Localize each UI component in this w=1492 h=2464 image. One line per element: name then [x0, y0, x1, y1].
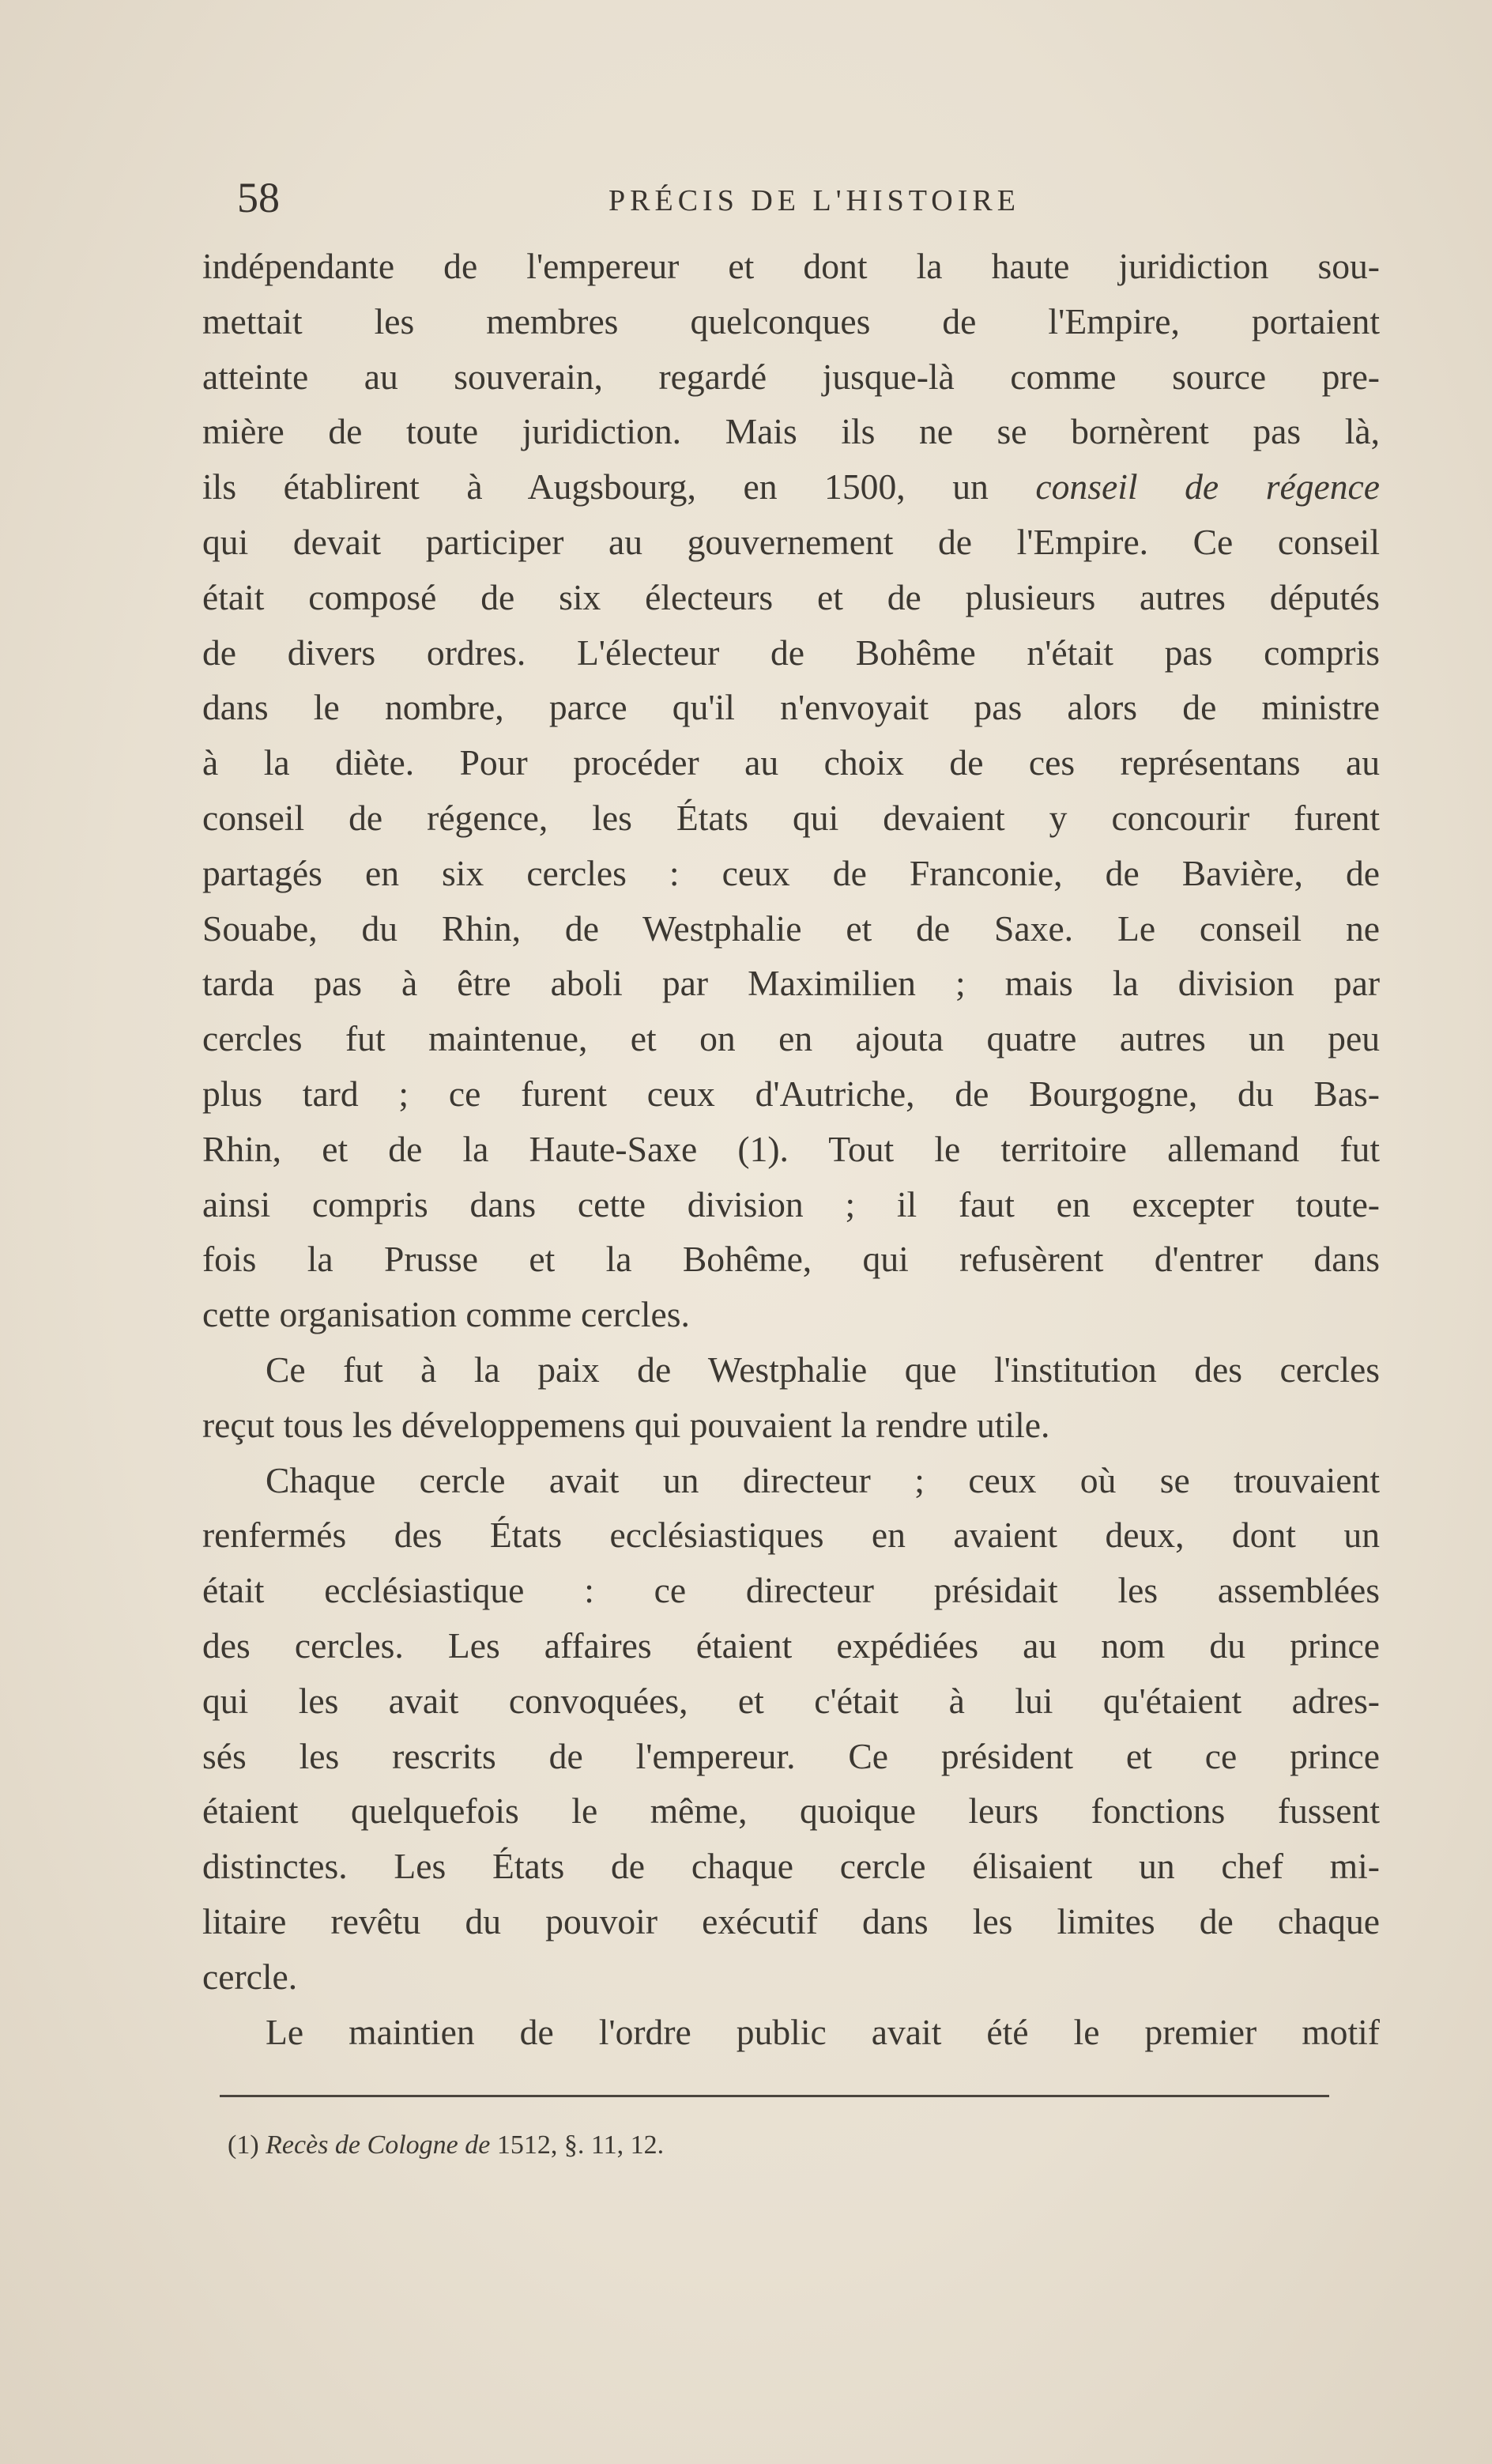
text-line: étaient quelquefois le même, quoique leurs fonctions fussent: [202, 1790, 1380, 1832]
text-line: de divers ordres. L'électeur de Bohême n'était pas compris: [202, 632, 1380, 673]
page-header: [237, 174, 1375, 229]
text-line: ainsi compris dans cette division ; il faut en excepter toute-: [202, 1183, 1380, 1224]
text-line: Rhin, et de la Haute-Saxe (1). Tout le territoire allemand fut: [202, 1128, 1380, 1169]
text-line: sés les rescrits de l'empereur. Ce président et ce prince: [202, 1735, 1380, 1776]
text-line: [202, 459, 1380, 515]
paragraph-start: Ce fut à la paix de Westphalie que l'institution des cercles: [266, 1349, 1380, 1390]
running-head: PRÉCIS DE L'HISTOIRE: [608, 184, 1020, 217]
text-line: mettait les membres quelconques de l'Empire, portaient: [202, 300, 1380, 341]
text-line: cette organisation comme cercles.: [202, 1294, 690, 1335]
text-line: atteinte au souverain, regardé jusque-là comme source pre-: [202, 356, 1380, 397]
text-line: indépendante de l'empereur et dont la haute juridiction sou-: [202, 246, 1380, 286]
page-number: 58: [237, 174, 280, 221]
text-line: partagés en six cercles : ceux de Franconie, de Bavière, de: [202, 852, 1380, 893]
text-line: distinctes. Les États de chaque cercle élisaient un chef mi-: [202, 1846, 1380, 1887]
paragraph-start: Chaque cercle avait un directeur ; ceux où se trouvaient: [266, 1459, 1380, 1500]
text-line: fois la Prusse et la Bohême, qui refusèrent d'entrer dans: [202, 1239, 1380, 1280]
text-line: mière de toute juridiction. Mais ils ne se bornèrent pas là,: [202, 411, 1380, 452]
text-line: reçut tous les développemens qui pouvaient la rendre utile.: [202, 1404, 1050, 1445]
text-line: Souabe, du Rhin, de Westphalie et de Saxe. Le conseil ne: [202, 907, 1380, 949]
body-text: [202, 239, 1380, 2059]
text-line: dans le nombre, parce qu'il n'envoyait pas alors de ministre: [202, 687, 1380, 728]
footnote-marker: (1): [228, 2130, 259, 2160]
text-line: tarda pas à être aboli par Maximilien ; mais la division par: [202, 963, 1380, 1004]
footnote-rule: [220, 2095, 1329, 2097]
text-line: cercle.: [202, 1956, 298, 1997]
text-line: renfermés des États ecclésiastiques en avaient deux, dont un: [202, 1515, 1380, 1556]
text-line: était ecclésiastique : ce directeur présidait les assemblées: [202, 1570, 1380, 1611]
text-line: conseil de régence, les États qui devaient y concourir furent: [202, 797, 1380, 838]
text-line: des cercles. Les affaires étaient expédiées au nom du prince: [202, 1624, 1380, 1666]
footnote-reference: 1512, §. 11, 12.: [496, 2130, 665, 2160]
footnote: [228, 2128, 664, 2163]
text-line: litaire revêtu du pouvoir exécutif dans les limites de chaque: [202, 1900, 1380, 1941]
footnote-source: Recès de Cologne de: [266, 2130, 491, 2160]
text-line: était composé de six électeurs et de plusieurs autres députés: [202, 576, 1380, 617]
text-line: qui les avait convoquées, et c'était à lui qu'étaient adres-: [202, 1680, 1380, 1721]
text-line: qui devait participer au gouvernement de l'Empire. Ce conseil: [202, 521, 1380, 562]
paragraph-start: Le maintien de l'ordre public avait été le premier motif: [266, 2011, 1380, 2052]
text-line: à la diète. Pour procéder au choix de ces représentans au: [202, 742, 1380, 783]
italic-phrase: conseil de régence: [1035, 466, 1380, 508]
text-line: cercles fut maintenue, et on en ajouta quatre autres un peu: [202, 1018, 1380, 1059]
text-line-start: ils établirent à Augsbourg, en 1500, un: [202, 466, 1036, 508]
text-line: plus tard ; ce furent ceux d'Autriche, de Bourgogne, du Bas-: [202, 1073, 1380, 1114]
